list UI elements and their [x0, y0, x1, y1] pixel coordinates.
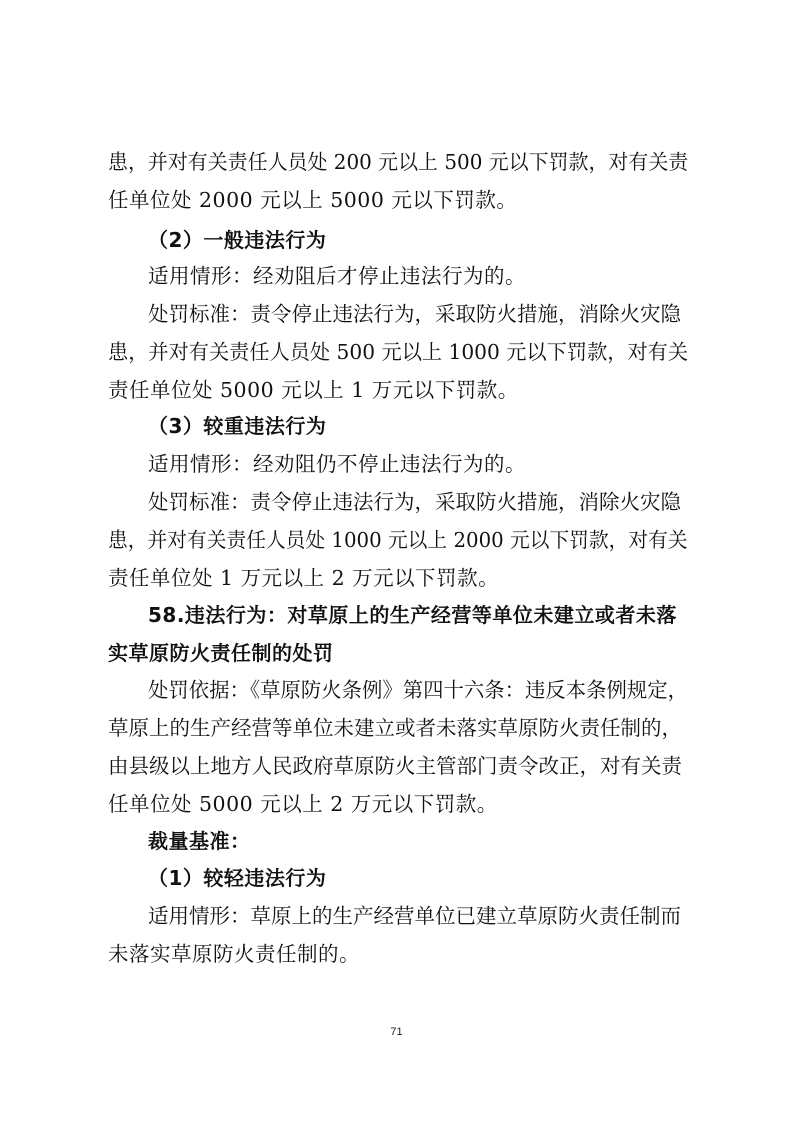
article-heading: 58.违法行为：对草原上的生产经营等单位未建立或者未落 — [148, 603, 677, 627]
section-subheading: （2）一般违法行为 — [148, 228, 327, 252]
text-line: 未落实草原防火责任制的。 — [108, 942, 360, 966]
article-heading: 实草原防火责任制的处罚 — [108, 641, 334, 665]
text-line: 处罚标准：责令停止违法行为，采取防火措施，消除火灾隐 — [148, 302, 681, 326]
text-line: 患，并对有关责任人员处 200 元以上 500 元以下罚款，对有关责 — [108, 150, 689, 174]
text-line: 责任单位处 5000 元以上 1 万元以下罚款。 — [108, 378, 519, 402]
text-line: 任单位处 5000 元以上 2 万元以下罚款。 — [108, 792, 498, 816]
text-line: 草原上的生产经营等单位未建立或者未落实草原防火责任制的， — [108, 716, 682, 740]
section-subheading: 裁量基准： — [148, 829, 251, 853]
text-line: 适用情形：经劝阻后才停止违法行为的。 — [148, 264, 526, 288]
text-line: 患，并对有关责任人员处 500 元以上 1000 元以下罚款，对有关 — [108, 340, 689, 364]
section-subheading: （3）较重违法行为 — [148, 414, 327, 438]
text-line: 适用情形：经劝阻仍不停止违法行为的。 — [148, 452, 526, 476]
text-line: 由县级以上地方人民政府草原防火主管部门责令改正，对有关责 — [108, 754, 682, 778]
section-subheading: （1）较轻违法行为 — [148, 866, 327, 890]
text-line: 处罚依据：《草原防火条例》第四十六条：违反本条例规定， — [148, 678, 688, 702]
text-line: 任单位处 2000 元以上 5000 元以下罚款。 — [108, 188, 518, 212]
text-line: 患，并对有关责任人员处 1000 元以上 2000 元以下罚款，对有关 — [108, 528, 688, 552]
page-number: 71 — [390, 1026, 403, 1038]
text-line: 适用情形：草原上的生产经营单位已建立草原防火责任制而 — [148, 904, 681, 928]
text-line: 责任单位处 1 万元以上 2 万元以下罚款。 — [108, 566, 500, 590]
text-line: 处罚标准：责令停止违法行为，采取防火措施，消除火灾隐 — [148, 490, 681, 514]
